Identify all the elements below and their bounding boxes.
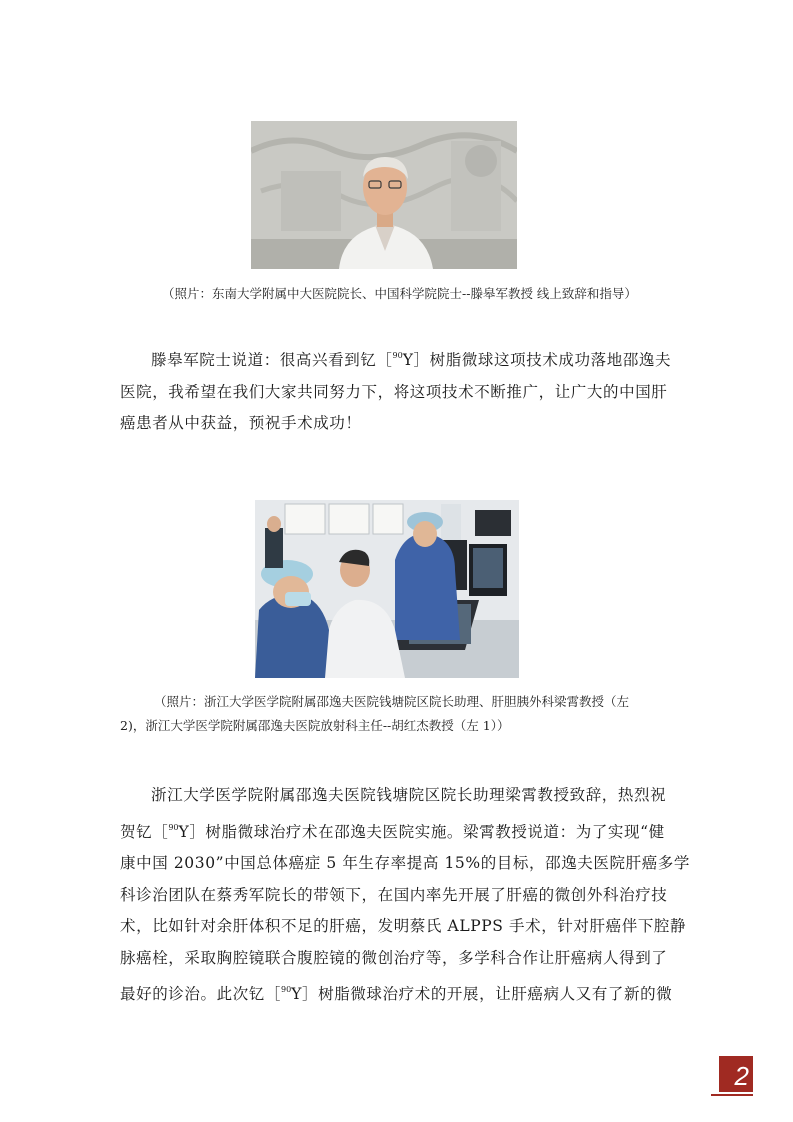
para2-line-1: 浙江大学医学院附属邵逸夫医院钱塘院区院长助理梁霄教授致辞，热烈祝: [151, 786, 667, 804]
para1-line-3: 癌患者从中获益，预祝手术成功！: [120, 414, 362, 432]
para2-line-4: 科诊治团队在蔡秀军院长的带领下，在国内率先开展了肝癌的微创外科治疗技: [120, 885, 668, 904]
isotope-superscript: 90: [281, 985, 292, 994]
para2-line-2-text: 贺钇［: [120, 822, 169, 841]
para2-line-2: [120, 812, 676, 849]
page-number-underline: [711, 1094, 753, 1096]
para1-line-1-text-end: Y］树脂微球这项技术成功落地邵逸夫: [402, 351, 672, 369]
procedure-room-photo: [255, 500, 519, 678]
relief-wall-background: [251, 121, 517, 269]
photo2-caption: [120, 690, 680, 738]
para2-line-7: [120, 974, 676, 1011]
professor-speech-paragraph: [120, 780, 690, 1011]
photo2-caption-line-1: （照片：浙江大学医学院附属邵逸夫医院钱塘院区院长助理、肝胆胰外科梁霄教授（左: [154, 694, 630, 709]
para2-line-3: 康中国 2030”中国总体癌症 5 年生存率提高 15%的目标，邵逸夫医院肝癌多学: [120, 854, 690, 872]
para2-line-5: 术，比如针对余肝体积不足的肝癌，发明蔡氏 ALPPS 手术，针对肝癌伴下腔静: [120, 917, 687, 935]
para2-line-7-text-end: Y］树脂微球治疗术的开展，让肝癌病人又有了新的微: [291, 985, 673, 1003]
procedure-room-scene: [255, 500, 519, 678]
para2-line-2-text-end: Y］树脂微球治疗术在邵逸夫医院实施。梁霄教授说道：为了实现“健: [178, 822, 665, 841]
para1-line-2: 医院，我希望在我们大家共同努力下，将这项技术不断推广，让广大的中国肝: [120, 382, 668, 401]
photo2-caption-line-2: 2)，浙江大学医学院附属邵逸夫医院放射科主任--胡红杰教授（左 1））: [120, 718, 510, 733]
academician-video-photo: [251, 121, 517, 269]
photo1-caption: （照片：东南大学附属中大医院院长、中国科学院院士--滕皋军教授 线上致辞和指导）: [162, 286, 637, 301]
page-number: 2: [719, 1056, 753, 1092]
para2-line-7-text: 最好的诊治。此次钇［: [120, 985, 282, 1003]
isotope-superscript: 90: [392, 351, 403, 360]
para1-line-1: [120, 340, 676, 377]
para2-line-6: 脉癌栓，采取胸腔镜联合腹腔镜的微创治疗等，多学科合作让肝癌病人得到了: [120, 948, 668, 967]
academician-remarks-paragraph: [120, 340, 676, 440]
para1-line-1-text: 滕皋军院士说道：很高兴看到钇［: [151, 351, 393, 369]
isotope-superscript: 90: [168, 822, 179, 832]
